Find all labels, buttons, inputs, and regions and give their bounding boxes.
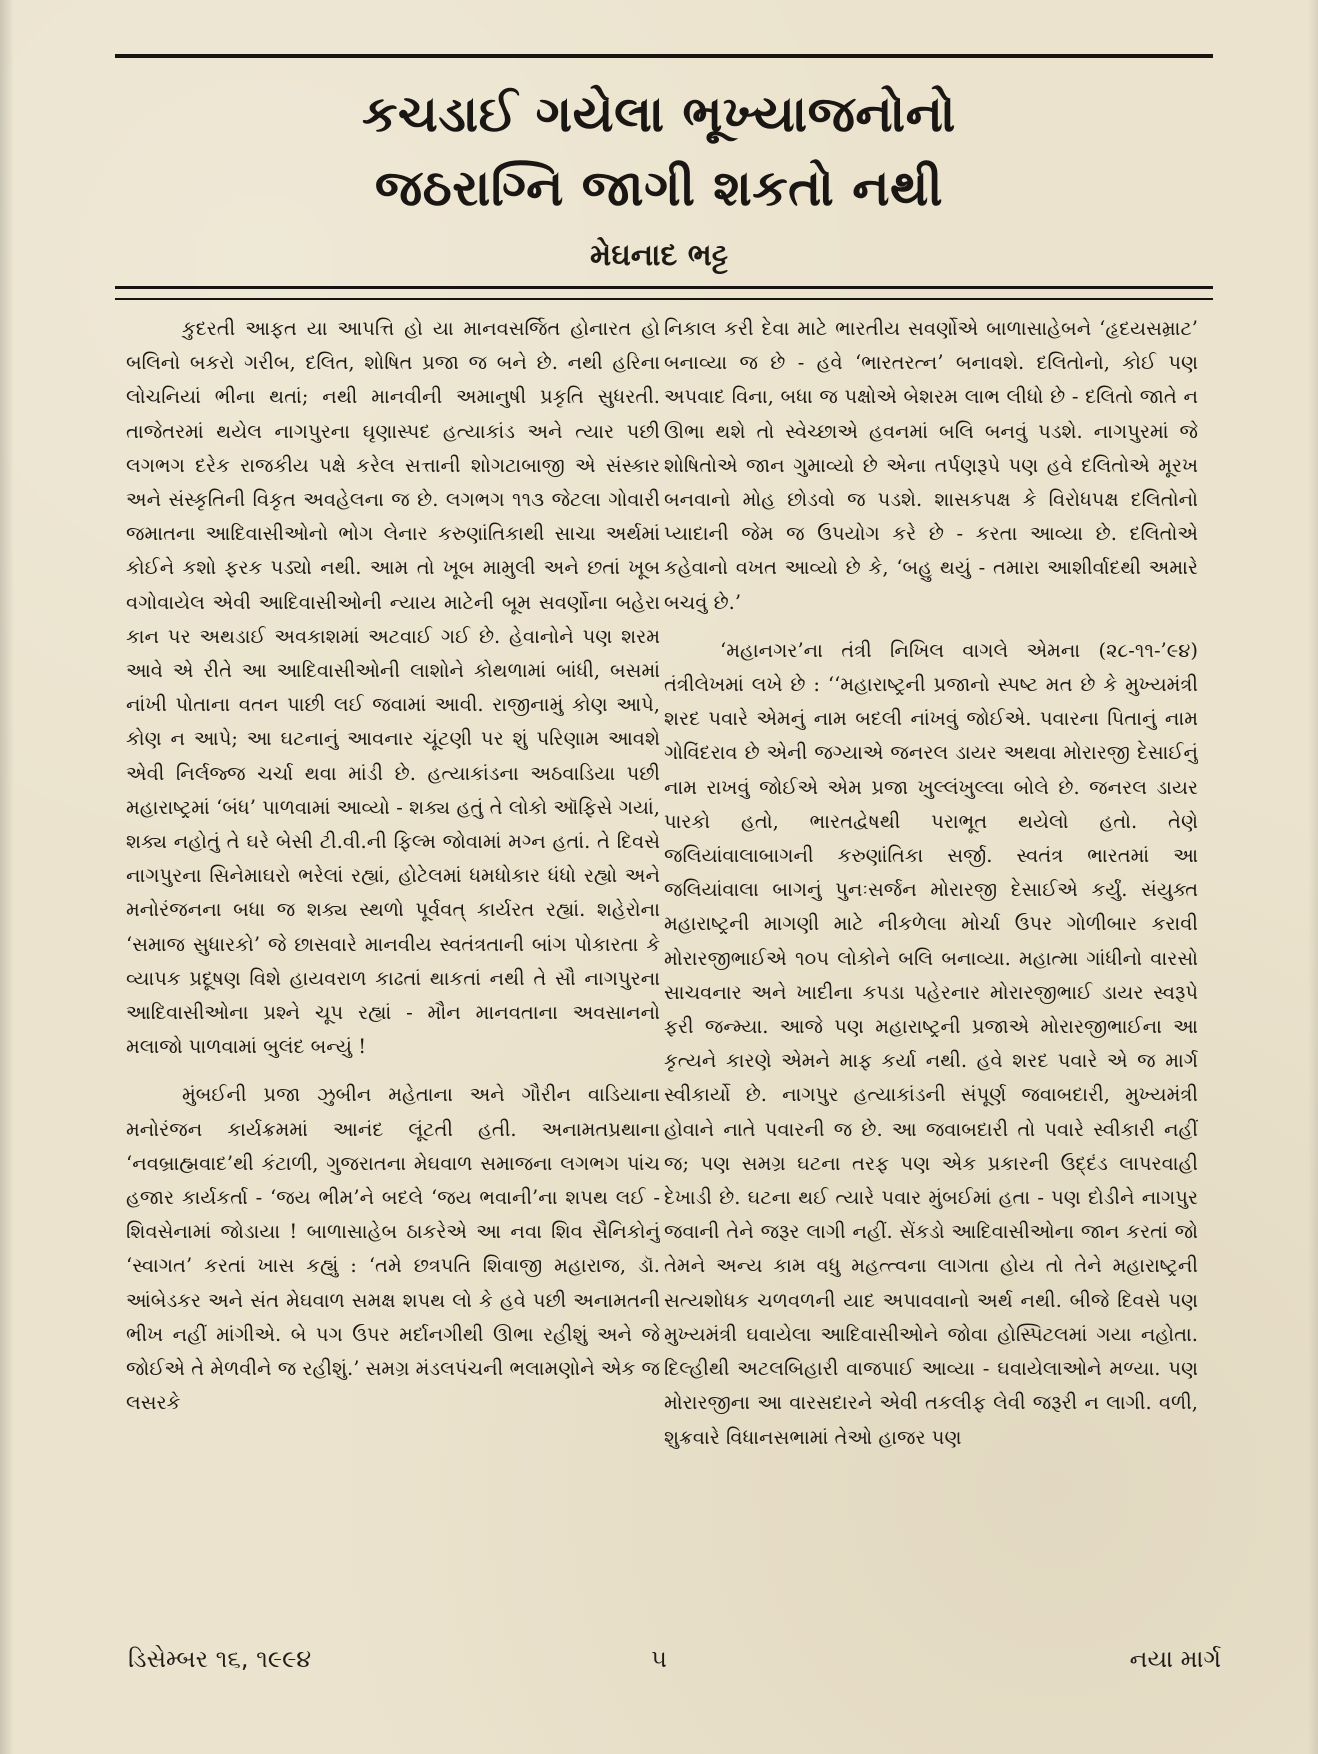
article-title-line-1: કચડાઈ ગયેલા ભૂખ્યાજનોનો xyxy=(362,85,956,143)
header-rule-thick xyxy=(115,286,1213,289)
left-column-paragraph-2: મુંબઈની પ્રજા ઝુબીન મહેતાના અને ગૌરીન વાડિયાના મનોરંજન કાર્યક્રમમાં આનંદ લૂંટતી હતી. અનામતપ્રથાના ‘નવબ્રાહ્મવાદ’થી કંટાળી, ગુજરાતના મેઘવાળ સમાજના લગભગ પાંચ હજાર કાર્યકર્તા - ‘જય ભીમ’ને બદલે ‘જય ભવાની’ના શપથ લઈ - શિવસેનામાં જોડાયા ! બાળાસાહેબ ઠાકરેએ આ નવા શિવ સૈનિકોનું ‘સ્વાગત’ કરતાં ખાસ કહ્યું : ‘તમે છત્રપતિ શિવાજી મહારાજ, ડૉ. આંબેડકર અને સંત મેઘવાળ સમક્ષ શપથ લો કે હવે પછી અનામતની ભીખ નહીં માંગીએ. બે પગ ઉપર મર્દાનગીથી ઊભા રહીશું અને જે જોઈએ તે મેળવીને જ રહીશું.’ સમગ્ર મંડલપંચની ભલામણોને એક જ લસરકે xyxy=(126,1083,660,1415)
footer-page-number: ૫ xyxy=(651,1645,667,1673)
left-column xyxy=(126,312,660,1609)
paragraph-gap xyxy=(126,1064,660,1078)
right-column xyxy=(664,312,1198,1609)
article-author: મેઘનાદ ભટ્ટ xyxy=(590,238,728,273)
page-right-shadow xyxy=(1308,0,1318,1754)
footer-publication-name: નયા માર્ગ xyxy=(1129,1645,1221,1673)
article-title-line-2: જઠરાગ્નિ જાગી શકતો નથી xyxy=(374,159,944,217)
top-rule xyxy=(115,54,1213,58)
left-column-paragraph-1: કુદરતી આફત યા આપત્તિ હો યા માનવસર્જિત હોનારત હો બલિનો બકરો ગરીબ, દલિત, શોષિત પ્રજા જ બને છે. નથી હરિના લોચનિયાં ભીના થતાં; નથી માનવીની અમાનુષી પ્રકૃતિ સુધરતી. તાજેતરમાં થયેલ નાગપુરના ઘૃણાસ્પદ હત્યાકાંડ અને ત્યાર પછી લગભગ દરેક રાજકીય પક્ષે કરેલ સત્તાની શોગટાબાજી એ સંસ્કાર અને સંસ્કૃતિની વિકૃત અવહેલના જ છે. લગભગ ૧૧૩ જેટલા ગોવારી જમાતના આદિવાસીઓનો ભોગ લેનાર કરુણાંતિકાથી સાચા અર્થમાં કોઈને કશો ફરક પડ્યો નથી. આમ તો ખૂબ મામુલી અને છતાં ખૂબ વગોવાયેલ એવી આદિવાસીઓની ન્યાય માટેની બૂમ સવર્ણોના બહેરા કાન પર અથડાઈ અવકાશમાં અટવાઈ ગઈ છે. હેવાનોને પણ શરમ આવે એ રીતે આ આદિવાસીઓની લાશોને કોથળામાં બાંધી, બસમાં નાંખી પોતાના વતન પાછી લઈ જવામાં આવી. રાજીનામું કોણ આપે, કોણ ન આપે; આ ઘટનાનું આવનાર ચૂંટણી પર શું પરિણામ આવશે એવી નિર્લજ્જ ચર્ચા થવા માંડી છે. હત્યાકાંડના અઠવાડિયા પછી મહારાષ્ટ્રમાં ‘બંધ’ પાળવામાં આવ્યો - શક્ય હતું તે લોકો ઑફિસે ગયાં, શક્ય નહોતું તે ઘરે બેસી ટી.વી.ની ફિલ્મ જોવામાં મગ્ન હતાં. તે દિવસે નાગપુરના સિનેમાઘરો ભરેલાં રહ્યાં, હોટેલમાં ધમધોકાર ધંધો રહ્યો અને મનોરંજનના બધા જ શક્ય સ્થળો પૂર્વવત્ કાર્યરત રહ્યાં. શહેરોના ‘સમાજ સુધારકો’ જે છાસવારે માનવીય સ્વતંત્રતાની બાંગ પોકારતા કે વ્યાપક પ્રદૂષણ વિશે હાયવરાળ કાઢતાં થાકતાં નથી તે સૌ નાગપુરના આદિવાસીઓના પ્રશ્ને ચૂપ રહ્યાં - મૌન માનવતાના અવસાનનો મલાજો પાળવામાં બુલંદ બન્યું ! xyxy=(126,317,660,1059)
header-rule-thin xyxy=(115,298,1213,300)
right-column-paragraph-2: ‘મહાનગર’ના તંત્રી નિખિલ વાગલે એમના (૨૮-૧૧-’૯૪) તંત્રીલેખમાં લખે છે : ‘‘મહારાષ્ટ્રની પ્રજાનો સ્પષ્ટ મત છે કે મુખ્યમંત્રી શરદ પવારે એમનું નામ બદલી નાંખવું જોઈએ. પવારના પિતાનું નામ ગોવિંદરાવ છે એની જગ્યાએ જનરલ ડાયર અથવા મોરારજી દેસાઈનું નામ રાખવું જોઈએ એમ પ્રજા ખુલ્લંખુલ્લા બોલે છે. જનરલ ડાયર પારકો હતો, ભારતદ્વેષથી પરાભૂત થયેલો હતો. તેણે જલિયાંવાલાબાગની કરુણાંતિકા સર્જી. સ્વતંત્ર ભારતમાં આ જલિયાંવાલા બાગનું પુનઃસર્જન મોરારજી દેસાઈએ કર્યું. સંયુક્ત મહારાષ્ટ્રની માગણી માટે નીકળેલા મોર્ચા ઉપર ગોળીબાર કરાવી મોરારજીભાઈએ ૧૦૫ લોકોને બલિ બનાવ્યા. મહાત્મા ગાંધીનો વારસો સાચવનાર અને ખાદીના કપડા પહેરનાર મોરારજીભાઈ ડાયર સ્વરૂપે ફરી જન્મ્યા. આજે પણ મહારાષ્ટ્રની પ્રજાએ મોરારજીભાઈના આ કૃત્યને કારણે એમને માફ કર્યા નથી. હવે શરદ પવારે એ જ માર્ગ સ્વીકાર્યો છે. નાગપુર હત્યાકાંડની સંપૂર્ણ જવાબદારી, મુખ્યમંત્રી હોવાને નાતે પવારની જ છે. આ જવાબદારી તો પવારે સ્વીકારી નહીં જ; પણ સમગ્ર ઘટના તરફ પણ એક પ્રકારની ઉદ્દંડ લાપરવાહી દેખાડી છે. ઘટના થઈ ત્યારે પવાર મુંબઈમાં હતા - પણ દોડીને નાગપુર જવાની તેને જરૂર લાગી નહીં. સેંકડો આદિવાસીઓના જાન કરતાં જો તેમને અન્ય કામ વધુ મહત્ત્વના લાગતા હોય તો તેને મહારાષ્ટ્રની સત્યશોધક ચળવળની યાદ અપાવવાનો અર્થ નથી. બીજે દિવસે પણ મુખ્યમંત્રી ઘવાયેલા આદિવાસીઓને જોવા હોસ્પિટલમાં ગયા નહોતા. દિલ્હીથી અટલબિહારી વાજપાઈ આવ્યા - ઘવાયેલાઓને મળ્યા. પણ મોરારજીના આ વારસદારને એવી તકલીફ લેવી જરૂરી ન લાગી. વળી, શુક્રવારે વિધાનસભામાં તેઓ હાજર પણ xyxy=(664,638,1198,1449)
footer-date: ડિસેમ્બર ૧૬, ૧૯૯૪ xyxy=(128,1645,312,1673)
right-column-paragraph-1: નિકાલ કરી દેવા માટે ભારતીય સવર્ણોએ બાળાસાહેબને ‘હૃદયસમ્રાટ’ બનાવ્યા જ છે - હવે ‘ભારતરત્ન’ બનાવશે. દલિતોનો, કોઈ પણ અપવાદ વિના, બધા જ પક્ષોએ બેશરમ લાભ લીધો છે - દલિતો જાતે ન ઊભા થશે તો સ્વેચ્છાએ હવનમાં બલિ બનવું પડશે. નાગપુરમાં જે શોષિતોએ જાન ગુમાવ્યો છે એના તર્પણરૂપે પણ હવે દલિતોએ મૂરખ બનવાનો મોહ છોડવો જ પડશે. શાસકપક્ષ કે વિરોધપક્ષ દલિતોનો પ્યાદાની જેમ જ ઉપયોગ કરે છે - કરતા આવ્યા છે. દલિતોએ કહેવાનો વખત આવ્યો છે કે, ‘બહુ થયું - તમારા આશીર્વાદથી અમારે બચવું છે.’ xyxy=(664,317,1198,614)
page-left-shadow xyxy=(0,0,14,1754)
paragraph-gap xyxy=(664,620,1198,634)
